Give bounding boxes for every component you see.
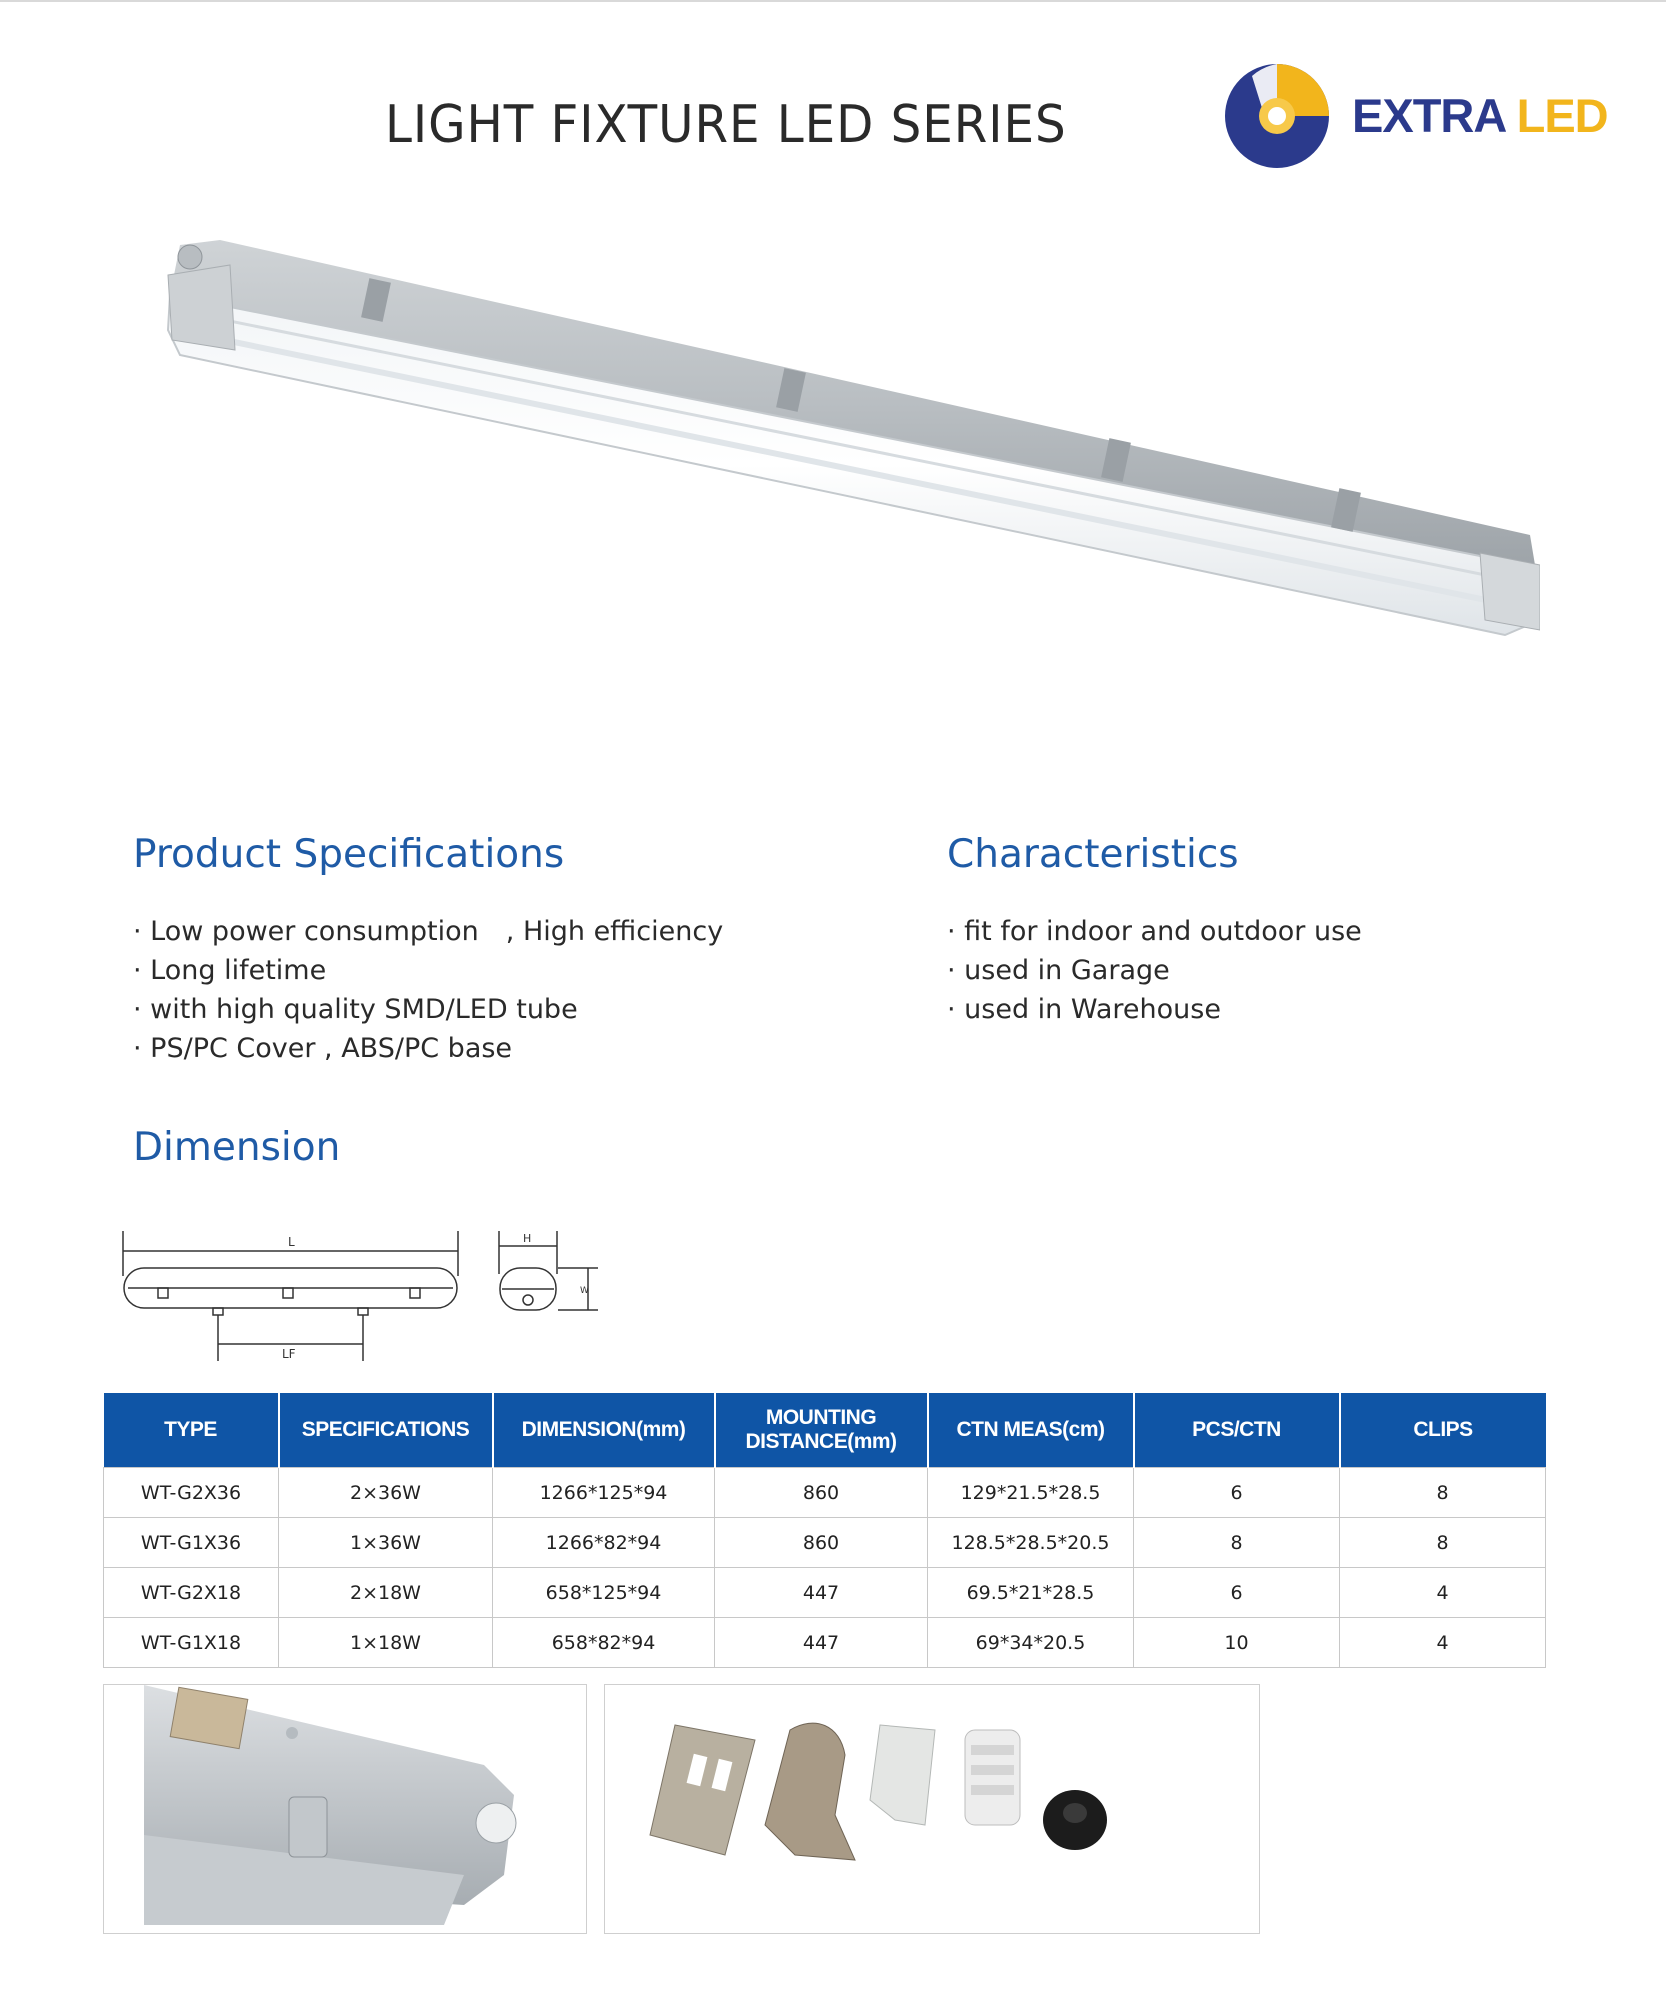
column-header: PCS/CTN xyxy=(1134,1393,1340,1468)
table-cell: 447 xyxy=(715,1618,928,1668)
column-header: CTN MEAS(cm) xyxy=(928,1393,1134,1468)
table-cell: 6 xyxy=(1134,1468,1340,1518)
table-row xyxy=(104,1468,1546,1518)
list-item: · used in Warehouse xyxy=(947,990,1362,1029)
table-cell: 69.5*21*28.5 xyxy=(928,1568,1134,1618)
page-title: LIGHT FIXTURE LED SERIES xyxy=(385,95,1067,155)
table-cell: 2×36W xyxy=(279,1468,493,1518)
table-cell: 658*125*94 xyxy=(493,1568,715,1618)
logo-word-extra: EXTRA xyxy=(1352,89,1505,142)
light-fixture-image xyxy=(160,235,1540,725)
table-cell: WT-G1X18 xyxy=(104,1618,279,1668)
table-cell: 1×36W xyxy=(279,1518,493,1568)
table-row xyxy=(104,1618,1546,1668)
table-cell: 69*34*20.5 xyxy=(928,1618,1134,1668)
table-cell: 128.5*28.5*20.5 xyxy=(928,1518,1134,1568)
table-cell: 2×18W xyxy=(279,1568,493,1618)
dimension-title: Dimension xyxy=(133,1125,341,1170)
list-item: · PS/PC Cover , ABS/PC base xyxy=(133,1029,723,1068)
table-cell: 1266*82*94 xyxy=(493,1518,715,1568)
table-cell: WT-G1X36 xyxy=(104,1518,279,1568)
top-divider xyxy=(0,0,1666,2)
table-cell: 129*21.5*28.5 xyxy=(928,1468,1134,1518)
table-cell: 1×18W xyxy=(279,1618,493,1668)
logo-word-led: LED xyxy=(1516,89,1608,142)
characteristics-list xyxy=(947,912,1362,1029)
dim-label-width: W xyxy=(580,1286,589,1296)
list-item: · with high quality SMD/LED tube xyxy=(133,990,723,1029)
logo-emblem-icon xyxy=(1222,58,1342,178)
characteristics-title: Characteristics xyxy=(947,832,1239,877)
table-cell: 8 xyxy=(1134,1518,1340,1568)
list-item: · fit for indoor and outdoor use xyxy=(947,912,1362,951)
column-header: CLIPS xyxy=(1340,1393,1546,1468)
table-cell: 4 xyxy=(1340,1618,1546,1668)
table-cell: 10 xyxy=(1134,1618,1340,1668)
brand-logo xyxy=(1222,58,1642,178)
column-header: SPECIFICATIONS xyxy=(279,1393,493,1468)
product-specifications-list xyxy=(133,912,723,1068)
table-cell: 447 xyxy=(715,1568,928,1618)
table-row xyxy=(104,1518,1546,1568)
table-cell: 860 xyxy=(715,1468,928,1518)
table-header-row xyxy=(104,1393,1546,1468)
logo-text xyxy=(1352,88,1608,143)
list-item: · Long lifetime xyxy=(133,951,723,990)
product-specifications-title: Product Specifications xyxy=(133,832,565,877)
accessories-image xyxy=(605,1685,1259,1933)
table-row xyxy=(104,1568,1546,1618)
table-cell: WT-G2X36 xyxy=(104,1468,279,1518)
table-cell: WT-G2X18 xyxy=(104,1568,279,1618)
table-cell: 8 xyxy=(1340,1468,1546,1518)
dimension-drawing xyxy=(118,1226,608,1366)
column-header: TYPE xyxy=(104,1393,279,1468)
accessories-photo-frame xyxy=(604,1684,1260,1934)
table-cell: 1266*125*94 xyxy=(493,1468,715,1518)
end-cap-closeup-image xyxy=(104,1685,586,1933)
end-cap-photo-frame xyxy=(103,1684,587,1934)
list-item: · Low power consumption , High efficiency xyxy=(133,912,723,951)
dim-label-fixing: LF xyxy=(282,1347,296,1361)
table-cell: 8 xyxy=(1340,1518,1546,1568)
list-item: · used in Garage xyxy=(947,951,1362,990)
dim-label-length: L xyxy=(288,1235,295,1249)
table-cell: 658*82*94 xyxy=(493,1618,715,1668)
column-header: MOUNTING DISTANCE(mm) xyxy=(715,1393,928,1468)
column-header: DIMENSION(mm) xyxy=(493,1393,715,1468)
dim-label-height: H xyxy=(523,1232,532,1245)
table-cell: 6 xyxy=(1134,1568,1340,1618)
table-cell: 4 xyxy=(1340,1568,1546,1618)
spec-table xyxy=(103,1393,1546,1668)
table-cell: 860 xyxy=(715,1518,928,1568)
